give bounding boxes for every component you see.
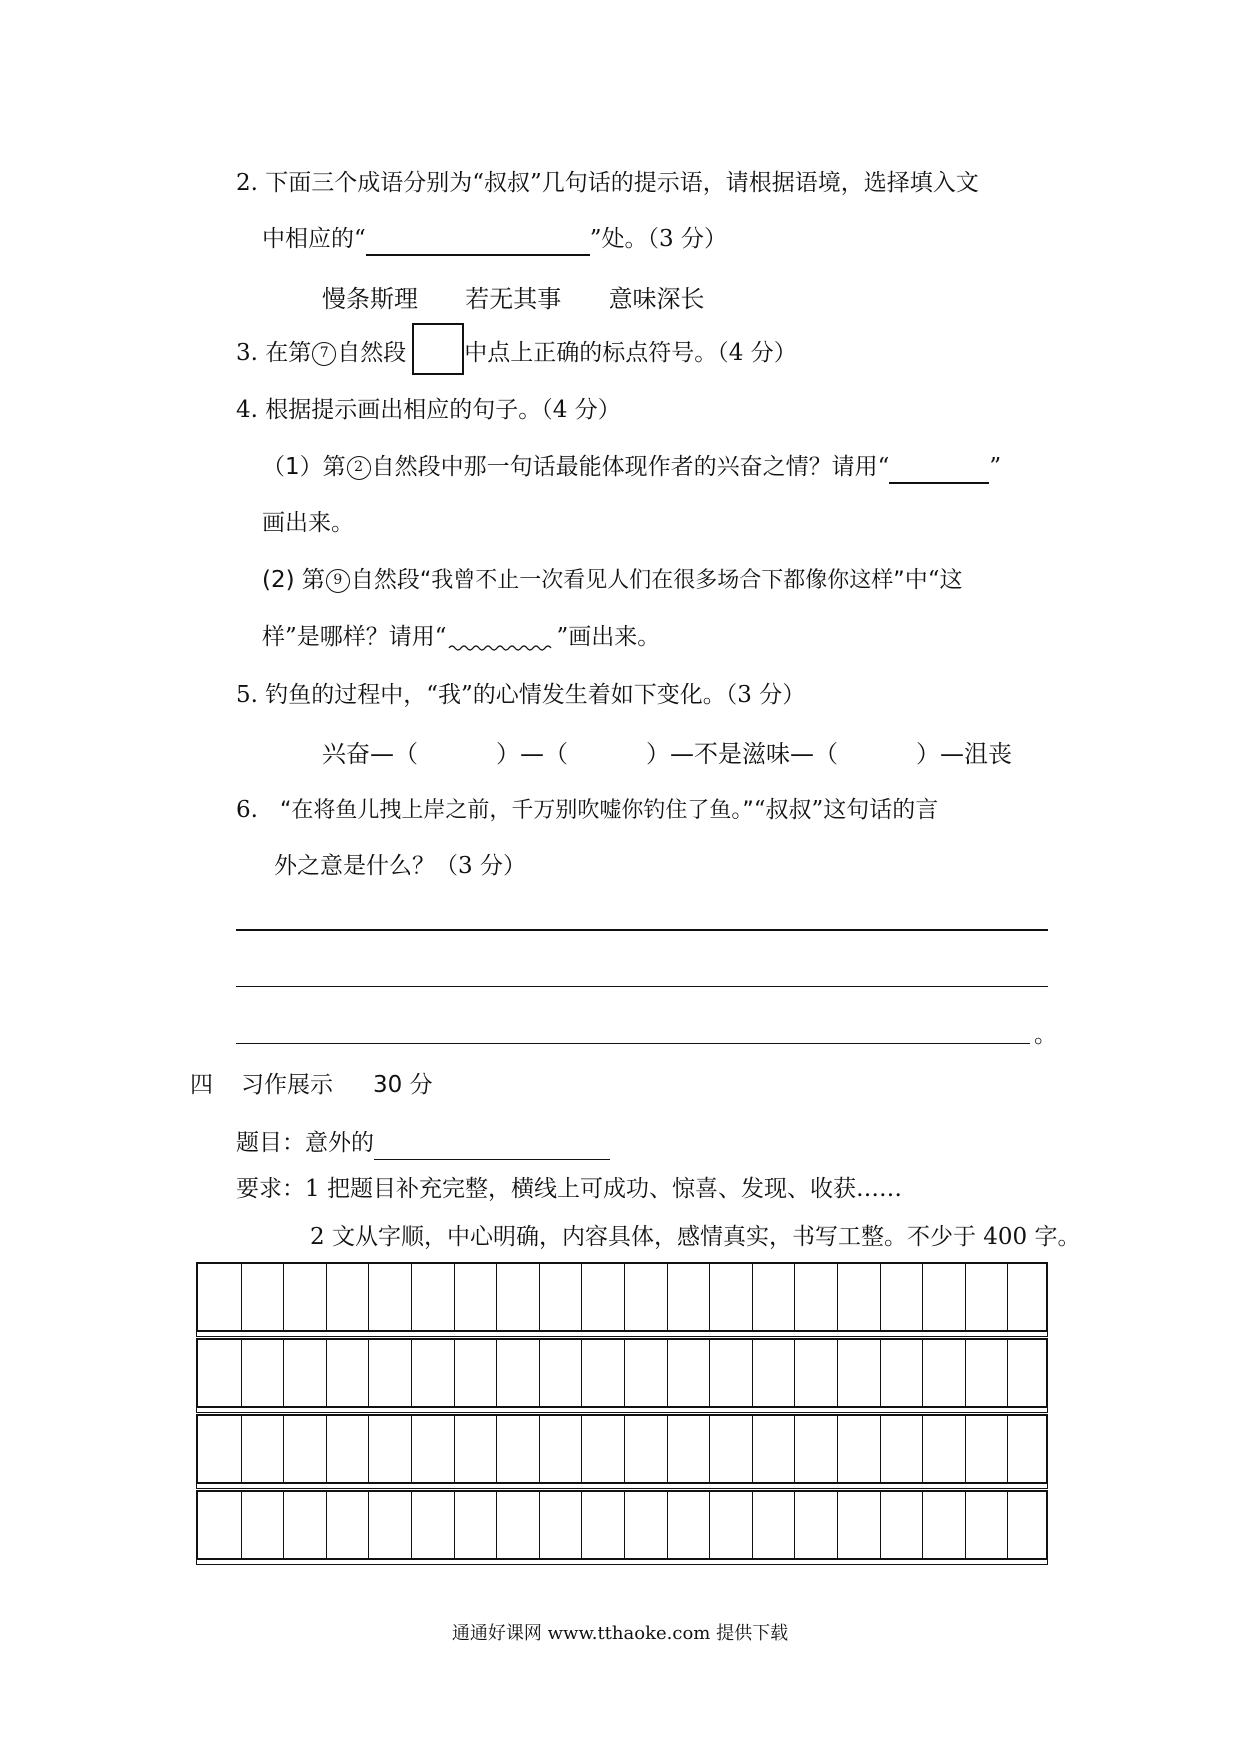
grid-cell-divider bbox=[454, 1416, 455, 1482]
q6-quote: “在将鱼儿拽上岸之前，千万别吹嘘你钓住了鱼。” bbox=[279, 798, 754, 823]
grid-cell-divider bbox=[539, 1492, 540, 1558]
q5-chain-4: ）—沮丧 bbox=[916, 740, 1012, 768]
grid-cell-divider bbox=[581, 1264, 582, 1330]
grid-cell-divider bbox=[581, 1416, 582, 1482]
grid-cell-divider bbox=[709, 1340, 710, 1406]
grid-cell-divider bbox=[326, 1416, 327, 1482]
grid-cell-divider bbox=[709, 1492, 710, 1558]
q5-intro: 5. 钓鱼的过程中，“我”的心情发生着如下变化。（3 分） bbox=[236, 682, 806, 708]
grid-cell-divider bbox=[965, 1492, 966, 1558]
q6-line1 bbox=[236, 793, 938, 828]
q4-intro: 4. 根据提示画出相应的句子。（4 分） bbox=[236, 397, 621, 423]
grid-cell-divider bbox=[752, 1264, 753, 1330]
q4-sub1-line-sample bbox=[889, 456, 989, 484]
grid-cell-divider bbox=[794, 1492, 795, 1558]
q4-sub2-paragraph-number: 9 bbox=[326, 569, 350, 593]
q2-idioms bbox=[322, 282, 705, 316]
grid-cell-divider bbox=[411, 1492, 412, 1558]
grid-cell-divider bbox=[496, 1340, 497, 1406]
grid-row-separator bbox=[196, 1331, 1048, 1337]
section4-title: 习作展示 bbox=[241, 1072, 333, 1098]
grid-cell-divider bbox=[922, 1264, 923, 1330]
idiom-1: 慢条斯理 bbox=[322, 285, 418, 313]
topic-line bbox=[236, 1126, 610, 1160]
grid-cell-divider bbox=[326, 1264, 327, 1330]
grid-cell-divider bbox=[752, 1416, 753, 1482]
q4-sub1 bbox=[262, 450, 1001, 484]
topic-label: 题目：意外的 bbox=[236, 1130, 374, 1156]
requirement-2: 2 文从字顺，中心明确，内容具体，感情真实，书写工整。不少于 400 字。 bbox=[310, 1224, 1081, 1250]
grid-cell-divider bbox=[241, 1340, 242, 1406]
grid-cell-divider bbox=[752, 1340, 753, 1406]
q6-line2: 外之意是什么？（3 分） bbox=[274, 853, 526, 879]
grid-row-separator bbox=[196, 1407, 1048, 1413]
grid-cell-divider bbox=[241, 1492, 242, 1558]
q2-line2-suffix: ”处。（3 分） bbox=[589, 226, 727, 252]
grid-row bbox=[196, 1490, 1048, 1560]
grid-cell-divider bbox=[667, 1264, 668, 1330]
idiom-2: 若无其事 bbox=[465, 285, 562, 313]
grid-cell-divider bbox=[837, 1416, 838, 1482]
section4-heading bbox=[190, 1068, 433, 1102]
q2-line1: 2. 下面三个成语分别为“叔叔”几句话的提示语，请根据语境，选择填入文 bbox=[236, 170, 979, 196]
section4-number: 四 bbox=[190, 1072, 213, 1098]
grid-cell-divider bbox=[411, 1264, 412, 1330]
grid-cell-divider bbox=[624, 1416, 625, 1482]
grid-row bbox=[196, 1338, 1048, 1408]
grid-cell-divider bbox=[368, 1492, 369, 1558]
idiom-3: 意味深长 bbox=[608, 285, 705, 313]
grid-cell-divider bbox=[880, 1416, 881, 1482]
grid-cell-divider bbox=[283, 1416, 284, 1482]
q6-answer-line-2[interactable] bbox=[236, 986, 1048, 987]
grid-cell-divider bbox=[581, 1492, 582, 1558]
grid-row bbox=[196, 1262, 1048, 1332]
footer: 通通好课网 www.tthaoke.com 提供下载 bbox=[451, 1623, 789, 1644]
q4-sub1-line2: 画出来。 bbox=[262, 510, 354, 536]
grid-cell-divider bbox=[539, 1264, 540, 1330]
q4-sub2 bbox=[262, 563, 962, 598]
grid-cell-divider bbox=[411, 1340, 412, 1406]
grid-cell-divider bbox=[1007, 1416, 1008, 1482]
grid-cell-divider bbox=[496, 1416, 497, 1482]
grid-cell-divider bbox=[752, 1492, 753, 1558]
grid-cell-divider bbox=[837, 1492, 838, 1558]
q4-sub2-post: 中“这 bbox=[904, 567, 963, 593]
grid-cell-divider bbox=[794, 1264, 795, 1330]
q5-chain-2: ）—（ bbox=[496, 740, 568, 768]
q6-rest: “叔叔”这句话的言 bbox=[753, 797, 939, 823]
grid-cell-divider bbox=[837, 1340, 838, 1406]
grid-cell-divider bbox=[326, 1340, 327, 1406]
q2-answer-blank[interactable] bbox=[366, 228, 590, 256]
grid-cell-divider bbox=[454, 1264, 455, 1330]
q5-chain-3: ）—不是滋味—（ bbox=[646, 740, 838, 768]
q3-paragraph-number: 7 bbox=[312, 342, 336, 366]
grid-cell-divider bbox=[454, 1340, 455, 1406]
q3-line bbox=[236, 336, 797, 370]
q4-sub1-paragraph-number: 2 bbox=[347, 456, 371, 480]
grid-cell-divider bbox=[794, 1416, 795, 1482]
grid-cell-divider bbox=[411, 1416, 412, 1482]
grid-cell-divider bbox=[241, 1264, 242, 1330]
grid-cell-divider bbox=[667, 1492, 668, 1558]
q3-prefix: 3. 在第 bbox=[236, 340, 312, 366]
q4-sub1-end: ” bbox=[989, 454, 1002, 480]
grid-cell-divider bbox=[368, 1340, 369, 1406]
q3-mid: 自然段 bbox=[337, 340, 407, 366]
q4-sub2-line2-prefix: 样”是哪样？请用“ bbox=[262, 624, 447, 650]
q4-sub2-mid: 自然段 bbox=[350, 567, 420, 593]
q5-chain-1: 兴奋—（ bbox=[322, 740, 418, 768]
grid-cell-divider bbox=[965, 1340, 966, 1406]
q2-line2-prefix: 中相应的“ bbox=[262, 226, 366, 252]
grid-cell-divider bbox=[965, 1264, 966, 1330]
grid-row bbox=[196, 1414, 1048, 1484]
grid-cell-divider bbox=[581, 1340, 582, 1406]
q4-sub2-line2 bbox=[262, 620, 660, 654]
q6-number: 6. bbox=[236, 797, 258, 823]
topic-blank[interactable] bbox=[374, 1133, 610, 1160]
grid-cell-divider bbox=[496, 1264, 497, 1330]
grid-cell-divider bbox=[454, 1492, 455, 1558]
grid-cell-divider bbox=[283, 1340, 284, 1406]
grid-cell-divider bbox=[922, 1492, 923, 1558]
grid-cell-divider bbox=[667, 1416, 668, 1482]
grid-cell-divider bbox=[667, 1340, 668, 1406]
grid-cell-divider bbox=[922, 1340, 923, 1406]
q5-emotion-chain bbox=[322, 737, 1012, 771]
grid-cell-divider bbox=[624, 1340, 625, 1406]
wavy-line-sample bbox=[447, 632, 557, 654]
grid-cell-divider bbox=[1007, 1340, 1008, 1406]
section4-score: 30 分 bbox=[373, 1072, 433, 1098]
q4-sub2-prefix: (2) 第 bbox=[262, 567, 325, 593]
q4-sub1-prefix: （1）第 bbox=[262, 454, 346, 480]
grid-row-separator bbox=[196, 1559, 1048, 1565]
grid-cell-divider bbox=[922, 1416, 923, 1482]
grid-cell-divider bbox=[837, 1264, 838, 1330]
q6-answer-line-3[interactable] bbox=[236, 1043, 1030, 1044]
grid-cell-divider bbox=[326, 1492, 327, 1558]
grid-cell-divider bbox=[1007, 1264, 1008, 1330]
q6-end-mark: 。 bbox=[1034, 1022, 1057, 1048]
grid-cell-divider bbox=[624, 1264, 625, 1330]
grid-row-separator bbox=[196, 1483, 1048, 1489]
q4-sub2-quote: “我曾不止一次看见人们在很多场合下都像你这样” bbox=[419, 568, 905, 593]
grid-cell-divider bbox=[283, 1492, 284, 1558]
q4-sub2-line2-suffix: ”画出来。 bbox=[556, 624, 661, 650]
grid-cell-divider bbox=[965, 1416, 966, 1482]
grid-cell-divider bbox=[624, 1492, 625, 1558]
q3-punctuation-box[interactable] bbox=[412, 323, 464, 375]
grid-cell-divider bbox=[241, 1416, 242, 1482]
q3-suffix: 中点上正确的标点符号。（4 分） bbox=[464, 340, 797, 366]
grid-cell-divider bbox=[496, 1492, 497, 1558]
grid-cell-divider bbox=[880, 1340, 881, 1406]
grid-cell-divider bbox=[794, 1340, 795, 1406]
grid-cell-divider bbox=[283, 1264, 284, 1330]
grid-cell-divider bbox=[880, 1492, 881, 1558]
grid-cell-divider bbox=[1007, 1492, 1008, 1558]
q2-line2 bbox=[262, 222, 727, 256]
grid-cell-divider bbox=[709, 1264, 710, 1330]
grid-cell-divider bbox=[539, 1416, 540, 1482]
q4-sub1-text: 自然段中那一句话最能体现作者的兴奋之情？请用“ bbox=[371, 454, 890, 480]
grid-cell-divider bbox=[368, 1264, 369, 1330]
grid-cell-divider bbox=[880, 1264, 881, 1330]
grid-cell-divider bbox=[368, 1416, 369, 1482]
grid-cell-divider bbox=[539, 1340, 540, 1406]
grid-cell-divider bbox=[709, 1416, 710, 1482]
requirement-1: 要求：1 把题目补充完整，横线上可成功、惊喜、发现、收获…… bbox=[236, 1176, 902, 1202]
q6-answer-line-1[interactable] bbox=[236, 929, 1048, 931]
